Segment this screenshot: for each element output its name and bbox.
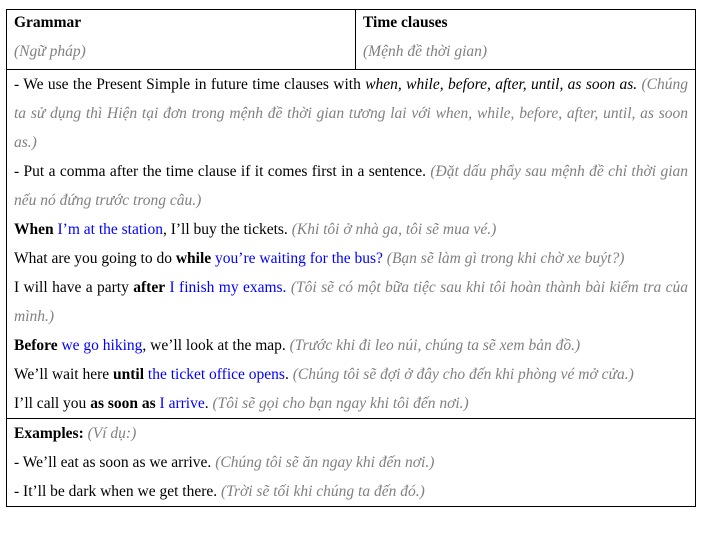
time-clause: you’re waiting for the bus? — [215, 250, 383, 267]
rule-line — [14, 360, 688, 389]
conjunctions: when, while, before, after, until, as soon as. — [365, 76, 638, 93]
text: - We’ll eat as soon as we arrive. — [14, 454, 216, 471]
rule-line — [14, 215, 688, 244]
rule-line — [14, 244, 688, 273]
translation: (Trời sẽ tối khi chúng ta đến đó.) — [221, 483, 425, 500]
header-cell-grammar — [7, 10, 356, 70]
text: - We use the Present Simple in future time clauses with — [14, 76, 366, 93]
text: - It’ll be dark when we get there. — [14, 483, 222, 500]
text: , I’ll buy the tickets. — [162, 221, 292, 238]
translation: (Tôi sẽ có một bữa tiệc sau khi tôi hoàn thành bài kiểm tra của mình.) — [14, 279, 689, 325]
text: I will have a party — [14, 279, 134, 296]
keyword: Before — [14, 337, 58, 354]
translation: (Khi tôi ở nhà ga, tôi sẽ mua vé.) — [291, 221, 497, 238]
translation: (Chúng tôi sẽ đợi ở đây cho đến khi phòng vé mở cửa.) — [292, 366, 634, 383]
example-line — [14, 419, 688, 448]
text: - Put a comma after the time clause if it comes first in a sentence. — [14, 163, 431, 180]
keyword: until — [113, 366, 145, 383]
keyword: after — [133, 279, 166, 296]
example-line — [14, 477, 688, 506]
grammar-subtitle: (Ngữ pháp) — [14, 43, 86, 60]
time-clause: I’m at the station — [57, 221, 163, 238]
translation: (Ví dụ:) — [83, 425, 137, 442]
text: What are you going to do — [14, 250, 176, 267]
translation: (Đặt dấu phẩy sau mệnh đề chỉ thời gian nếu nó đứng trước trong câu.) — [14, 163, 688, 209]
rule-line — [14, 157, 688, 215]
keyword: When — [14, 221, 54, 238]
header-cell-topic — [356, 10, 696, 70]
text: We’ll wait here — [14, 366, 114, 383]
translation: (Bạn sẽ làm gì trong khi chờ xe buýt?) — [382, 250, 625, 267]
time-clause: I finish my exams. — [169, 279, 287, 296]
time-clause: I arrive — [159, 395, 205, 412]
grammar-table — [6, 9, 696, 507]
text: , we’ll look at the map. — [142, 337, 290, 354]
topic-subtitle: (Mệnh đề thời gian) — [363, 43, 488, 60]
header-row — [7, 10, 696, 70]
text: I’ll call you — [14, 395, 91, 412]
topic-title: Time clauses — [363, 14, 448, 31]
grammar-title: Grammar — [14, 14, 82, 31]
text: . — [204, 395, 213, 412]
translation: (Tôi sẽ gọi cho bạn ngay khi tôi đến nơi.) — [212, 395, 469, 412]
rule-line — [14, 331, 688, 360]
rule-line — [14, 70, 688, 157]
keyword: while — [175, 250, 212, 267]
rules-cell — [7, 70, 696, 419]
time-clause: the ticket office opens — [147, 366, 285, 383]
examples-cell — [7, 419, 696, 507]
translation: (Chúng ta sử dụng thì Hiện tại đơn trong mệnh đề thời gian tương lai với when, while, before, after, until, as soon as.) — [14, 76, 688, 151]
keyword: as soon as — [90, 395, 156, 412]
rule-line — [14, 273, 688, 331]
keyword: Examples: — [14, 425, 84, 442]
example-line — [14, 448, 688, 477]
rule-line — [14, 389, 688, 418]
translation: (Trước khi đi leo núi, chúng ta sẽ xem bản đồ.) — [289, 337, 581, 354]
time-clause: we go hiking — [61, 337, 143, 354]
rules-row — [7, 70, 696, 419]
translation: (Chúng tôi sẽ ăn ngay khi đến nơi.) — [215, 454, 435, 471]
text: . — [284, 366, 293, 383]
examples-row — [7, 419, 696, 507]
